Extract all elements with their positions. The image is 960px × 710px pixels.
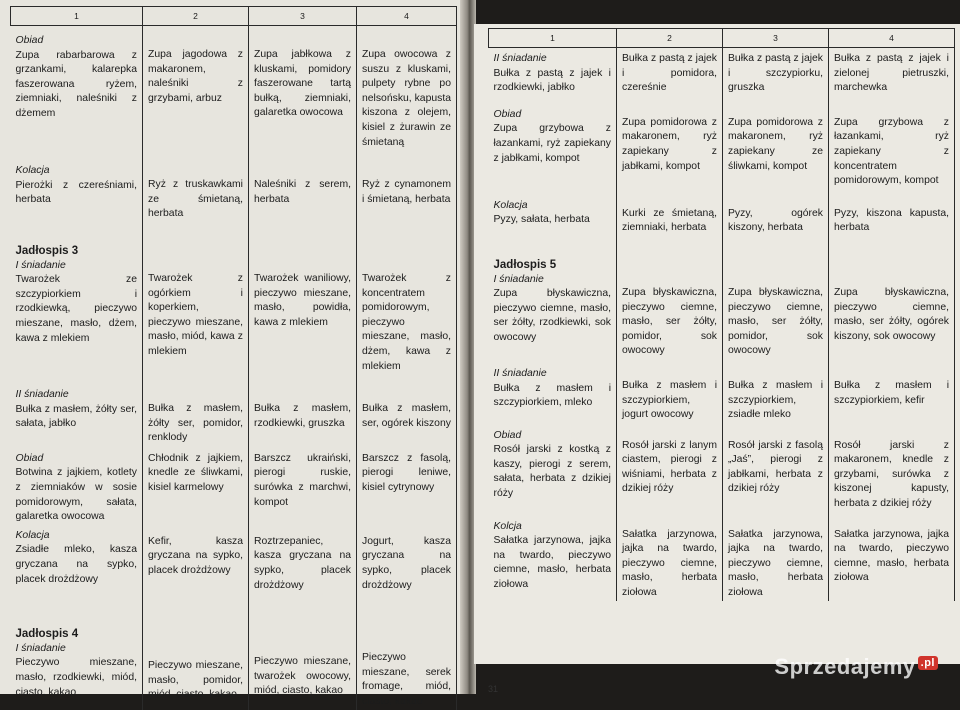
meal-cell: Sałatka jarzynowa, jajka na twardo, pieczywo ciemne, masło, herbata ziołowa xyxy=(829,512,955,601)
meal-label: Obiad xyxy=(15,452,44,464)
meal-cell xyxy=(489,423,617,512)
column-header: 3 xyxy=(723,29,829,48)
meal-text: Pierożki z czereśniami, herbata xyxy=(15,179,137,206)
meal-cell: Zupa błyskawiczna, pieczywo ciemne, masło, ser żółty, ogórek kiszony, sok owocowy xyxy=(829,236,955,359)
column-header: 1 xyxy=(11,7,143,26)
meal-cell: Bułka z masłem, ser, ogórek kiszony xyxy=(357,374,457,446)
meal-cell: Bułka z masłem, żółty ser, pomidor, renklody xyxy=(143,374,249,446)
meal-cell: Rosół jarski z lanym ciastem, pierogi z wiśniami, herbata z dzikiej róży xyxy=(617,423,723,512)
menu-table-left xyxy=(10,6,457,710)
meal-cell: Barszcz z fasolą, pierogi leniwe, kisiel cytrynowy xyxy=(357,446,457,525)
meal-cell: Twarożek waniliowy, pieczywo mieszane, masło, powidła, kawa z mlekiem xyxy=(249,222,357,374)
meal-label: Kolacja xyxy=(15,165,50,177)
meal-text: Zupa błyskawiczna, pieczywo ciemne, masło, ser żółty, rzodkiewki, sok owocowy xyxy=(493,288,611,343)
meal-cell xyxy=(11,525,143,593)
meal-cell: Jogurt, kasza gryczana na sypko, placek drożdżowy xyxy=(357,525,457,593)
meal-text: Bułka z masłem i szczypiorkiem, mleko xyxy=(493,382,611,409)
meal-cell: Zupa jagodowa z makaronem, naleśniki z grzybami, arbuz xyxy=(143,26,249,151)
meal-cell xyxy=(11,374,143,446)
meal-cell: Ryż z cynamonem i śmietaną, herbata xyxy=(357,150,457,222)
meal-cell: Bułka z masłem i szczypiorkiem, zsiadłe mleko xyxy=(723,359,829,423)
meal-label: Obiad xyxy=(15,35,44,46)
table-header-row xyxy=(11,7,457,26)
meal-label: II śniadanie xyxy=(493,367,547,379)
column-header: 1 xyxy=(489,29,617,48)
meal-cell: Naleśniki z serem, herbata xyxy=(249,150,357,222)
meal-label: II śniadanie xyxy=(493,53,547,64)
meal-text: Zupa grzybowa z łazankami, ryż zapiekany z jabłkami, kompot xyxy=(493,123,611,164)
meal-cell: Zupa jabłkowa z kluskami, pomidory faszerowane tartą bułką, ziemniaki, galaretka owocowa xyxy=(249,26,357,151)
meal-cell xyxy=(489,96,617,189)
column-header: 4 xyxy=(357,7,457,26)
meal-cell xyxy=(11,150,143,222)
meal-text: Pyzy, sałata, herbata xyxy=(493,214,590,226)
menu-heading: Jadłospis 5 xyxy=(493,258,557,271)
meal-cell: Bułka z masłem, rzodkiewki, gruszka xyxy=(249,374,357,446)
meal-text: Botwina z jajkiem, kotlety z ziemniaków w sosie pomidorowym, sałata, galaretka owocowa xyxy=(15,467,137,523)
table-row xyxy=(11,222,457,374)
meal-text: Pieczywo mieszane, masło, rzodkiewki, miód, ciasto, kakao xyxy=(15,657,137,698)
menu-heading-cell xyxy=(11,593,143,709)
meal-cell: Ryż z truskawkami ze śmietaną, herbata xyxy=(143,150,249,222)
meal-text: Bułka z pastą z jajek i rzodkiewki, jabłko xyxy=(493,67,611,94)
meal-label: II śniadanie xyxy=(15,389,69,401)
meal-cell: Pyzy, kiszona kapusta, herbata xyxy=(829,189,955,236)
meal-cell: Sałatka jarzynowa, jajka na twardo, pieczywo ciemne, masło, herbata ziołowa xyxy=(723,512,829,601)
meal-cell: Kefir, kasza gryczana na sypko, placek drożdżowy xyxy=(143,525,249,593)
table-row xyxy=(489,96,955,189)
meal-cell: Zupa grzybowa z łazankami, ryż zapiekany z koncentratem pomidorowym, kompot xyxy=(829,96,955,189)
meal-cell: Rosół jarski z fasolą „Jaś”, pierogi z jabłkami, herbata z dzikiej róży xyxy=(723,423,829,512)
table-header-row xyxy=(489,29,955,48)
table-row xyxy=(11,374,457,446)
meal-cell: Zupa pomidorowa z makaronem, ryż zapiekany ze śliwkami, kompot xyxy=(723,96,829,189)
meal-cell xyxy=(11,446,143,525)
menu-heading: Jadłospis 4 xyxy=(15,628,79,641)
meal-text: Twarożek ze szczypiorkiem i rzodkiewką, pieczywo mieszane, masło, dżem, kawa z mlekiem xyxy=(15,274,137,344)
watermark xyxy=(774,654,938,680)
meal-cell: Bułka z pastą z jajek i zielonej pietruszki, marchewka xyxy=(829,48,955,96)
meal-label: Kolcja xyxy=(493,520,522,532)
menu-heading: Jadłospis 3 xyxy=(15,244,79,257)
meal-cell: Bułka z pastą z jajek i pomidora, czereśnie xyxy=(617,48,723,96)
meal-cell: Pieczywo mieszane, masło, pomidor, miód, ciasto, kakao xyxy=(143,593,249,709)
meal-cell: Twarożek z ogórkiem i koperkiem, pieczywo mieszane, masło, miód, kawa z mlekiem xyxy=(143,222,249,374)
table-row xyxy=(11,593,457,709)
page-number: 31 xyxy=(488,684,499,694)
meal-cell xyxy=(489,512,617,601)
meal-text: Sałatka jarzynowa, jajka na twardo, pieczywo ciemne, masło, herbata ziołowa xyxy=(493,535,611,591)
menu-table-right xyxy=(488,28,955,601)
table-row xyxy=(489,48,955,96)
meal-label: I śniadanie xyxy=(493,273,544,285)
column-header: 2 xyxy=(617,29,723,48)
meal-text: Bułka z masłem, żółty ser, sałata, jabłko xyxy=(15,403,137,430)
left-page xyxy=(0,0,468,707)
meal-cell xyxy=(489,359,617,423)
meal-label: Kolacja xyxy=(493,199,528,211)
watermark-text: Sprzedajemy xyxy=(774,654,916,679)
meal-cell: Zupa błyskawiczna, pieczywo ciemne, masło, ser żółty, pomidor, sok owocowy xyxy=(617,236,723,359)
meal-label: Kolacja xyxy=(15,529,50,541)
meal-cell: Zupa owocowa z suszu z kluskami, pulpety rybne po nelsońsku, kapusta kiszona z olejem, kisiel z żurawin ze śmietaną xyxy=(357,26,457,151)
meal-text: Zsiadłe mleko, kasza gryczana na sypko, placek drożdżowy xyxy=(15,544,137,585)
column-header: 4 xyxy=(829,29,955,48)
meal-cell: Pyzy, ogórek kiszony, herbata xyxy=(723,189,829,236)
table-row xyxy=(11,446,457,525)
column-header: 3 xyxy=(249,7,357,26)
meal-cell: Bułka z pastą z jajek i szczypiorku, gruszka xyxy=(723,48,829,96)
meal-cell: Twarożek z koncentratem pomidorowym, pieczywo mieszane, masło, dżem, kawa z mlekiem xyxy=(357,222,457,374)
table-row xyxy=(489,423,955,512)
table-row xyxy=(489,189,955,236)
meal-cell: Zupa błyskawiczna, pieczywo ciemne, masło, ser żółty, pomidor, sok owocowy xyxy=(723,236,829,359)
column-header: 2 xyxy=(143,7,249,26)
meal-text: Zupa rabarbarowa z grzankami, kalarepka faszerowana ryżem, ziemniaki, naleśniki z dżemem xyxy=(15,49,137,119)
meal-cell: Sałatka jarzynowa, jajka na twardo, pieczywo ciemne, masło, herbata ziołowa xyxy=(617,512,723,601)
meal-cell: Bułka z masłem i szczypiorkiem, kefir xyxy=(829,359,955,423)
table-row xyxy=(489,359,955,423)
right-page xyxy=(474,24,960,664)
table-row xyxy=(11,150,457,222)
meal-cell xyxy=(11,26,143,151)
meal-cell: Chłodnik z jajkiem, knedle ze śliwkami, kisiel karmelowy xyxy=(143,446,249,525)
meal-cell: Bułka z masłem i szczypiorkiem, jogurt owocowy xyxy=(617,359,723,423)
meal-cell: Rosół jarski z makaronem, knedle z grzybami, surówka z kiszonej kapusty, herbata z dzikiej róży xyxy=(829,423,955,512)
meal-text: Rosół jarski z kostką z kaszy, pierogi z serem, sałata, herbata z dzikiej róży xyxy=(493,444,611,500)
meal-cell: Barszcz ukraiński, pierogi ruskie, surówka z marchwi, kompot xyxy=(249,446,357,525)
meal-cell xyxy=(489,189,617,236)
meal-cell: Pieczywo mieszane, twarożek owocowy, miód, ciasto, kakao xyxy=(249,593,357,709)
meal-label: I śniadanie xyxy=(15,259,66,271)
menu-heading-cell xyxy=(489,236,617,359)
menu-heading-cell xyxy=(11,222,143,374)
table-row xyxy=(489,236,955,359)
meal-label: Obiad xyxy=(493,108,522,120)
table-row xyxy=(489,512,955,601)
meal-cell xyxy=(489,48,617,96)
watermark-suffix: .pl xyxy=(918,656,938,670)
table-row xyxy=(11,525,457,593)
table-row xyxy=(11,26,457,151)
meal-label: Obiad xyxy=(493,429,522,441)
meal-cell: Zupa pomidorowa z makaronem, ryż zapiekany z jabłkami, kompot xyxy=(617,96,723,189)
meal-label: I śniadanie xyxy=(15,642,66,654)
meal-cell: Kurki ze śmietaną, ziemniaki, herbata xyxy=(617,189,723,236)
meal-cell: Roztrzepaniec, kasza gryczana na sypko, placek drożdżowy xyxy=(249,525,357,593)
meal-cell: Pieczywo mieszane, serek fromage, miód, ciasto, kakao xyxy=(357,593,457,709)
